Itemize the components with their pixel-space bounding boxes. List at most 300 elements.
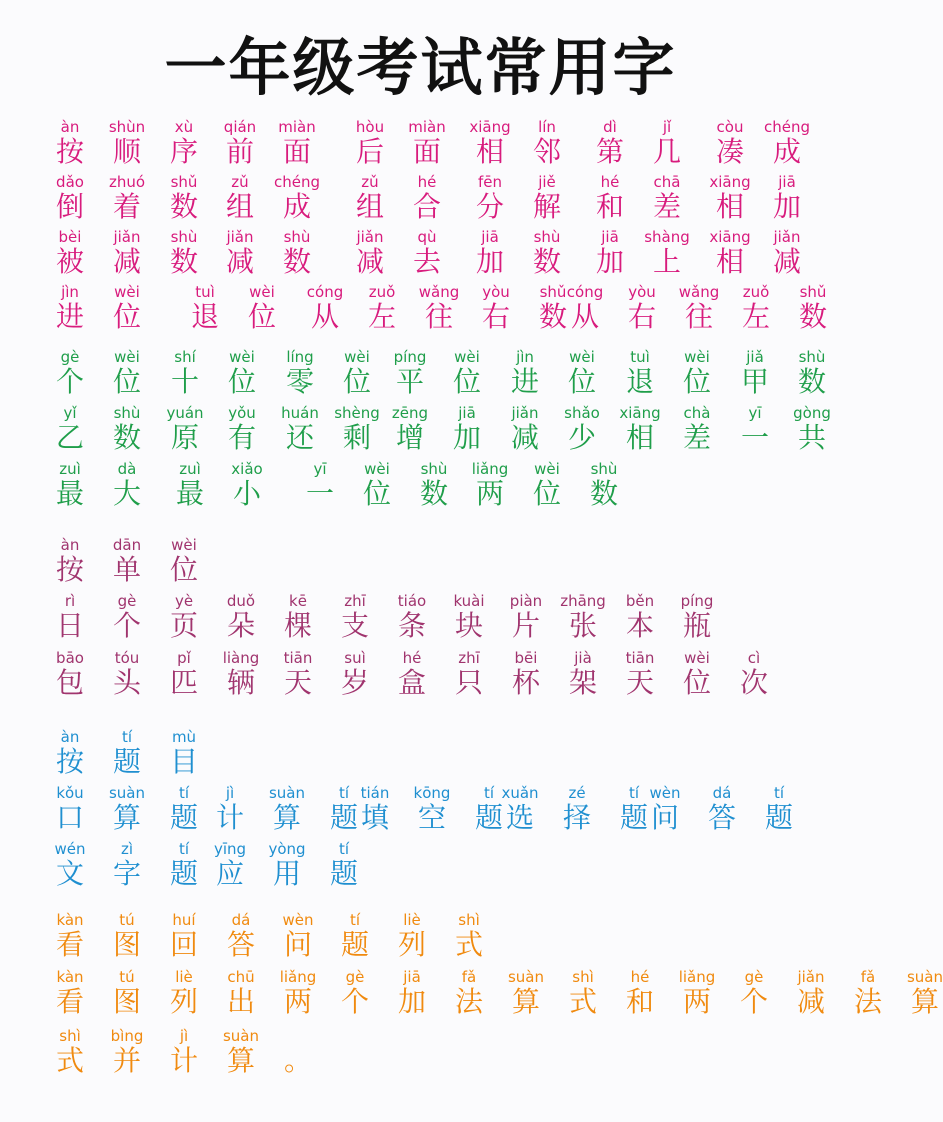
hanzi: 选 — [505, 801, 535, 834]
hanzi: 有 — [227, 421, 257, 454]
pinyin: zhī — [458, 649, 480, 667]
pinyin: huí — [172, 911, 196, 929]
pinyin: gè — [744, 968, 764, 986]
hanzi: 位 — [452, 365, 482, 398]
green-row — [0, 404, 841, 456]
pinyin: shù — [590, 460, 618, 478]
pinyin: jiā — [481, 228, 499, 246]
hanzi: 包 — [55, 666, 85, 699]
pinyin: tí — [121, 728, 133, 746]
pinyin: shèng — [334, 404, 380, 422]
hanzi: 棵 — [283, 609, 313, 642]
hanzi: 序 — [169, 135, 199, 168]
pinyin: fēn — [477, 173, 503, 191]
pinyin: tú — [119, 911, 135, 929]
hanzi: 位 — [227, 365, 257, 398]
hanzi: 后 — [355, 135, 385, 168]
pinyin: yīng — [213, 840, 247, 858]
pinyin: suàn — [222, 1027, 260, 1045]
pinyin: hé — [600, 173, 620, 191]
pinyin: jiǎn — [113, 228, 141, 246]
purple-row — [0, 536, 841, 588]
hanzi: 组 — [225, 190, 255, 223]
hanzi: 数 — [797, 365, 827, 398]
hanzi: 式 — [568, 985, 598, 1018]
hanzi: 位 — [532, 477, 562, 510]
hanzi: 计 — [215, 801, 245, 834]
hanzi: 题 — [340, 928, 370, 961]
pinyin: shùn — [108, 118, 146, 136]
hanzi: 按 — [55, 135, 85, 168]
hanzi: 右 — [481, 300, 511, 333]
hanzi: 杯 — [511, 666, 541, 699]
pinyin: shù — [170, 228, 198, 246]
hanzi: 邻 — [532, 135, 562, 168]
pinyin: kōng — [413, 784, 451, 802]
pinyin: jǐ — [662, 118, 672, 136]
pinyin: hé — [402, 649, 422, 667]
hanzi: 列 — [169, 985, 199, 1018]
pinyin: qián — [223, 118, 257, 136]
pinyin: bāo — [56, 649, 84, 667]
hanzi: 少 — [567, 421, 597, 454]
pinyin: wèi — [684, 649, 710, 667]
pinyin: jiǎn — [511, 404, 539, 422]
pinyin: dǎo — [56, 173, 84, 191]
pinyin: miàn — [278, 118, 316, 136]
pinyin: liǎng — [678, 968, 716, 986]
pinyin: tiáo — [397, 592, 427, 610]
pinyin: còu — [716, 118, 744, 136]
hanzi: 一 — [305, 477, 335, 510]
pinyin: jiě — [538, 173, 556, 191]
pinyin: tí — [338, 840, 350, 858]
pinyin: zhī — [344, 592, 366, 610]
hanzi: 个 — [739, 985, 769, 1018]
hanzi: 加 — [475, 245, 505, 278]
hanzi: 并 — [112, 1044, 142, 1077]
hanzi: 算 — [910, 985, 940, 1018]
hanzi: 位 — [247, 300, 277, 333]
pinyin: kàn — [56, 911, 84, 929]
pinyin: wèi — [171, 536, 197, 554]
hanzi: 大 — [112, 477, 142, 510]
hanzi: 加 — [595, 245, 625, 278]
pinyin: yè — [174, 592, 194, 610]
pinyin: líng — [286, 348, 314, 366]
pinyin: shù — [533, 228, 561, 246]
pinyin: tí — [178, 840, 190, 858]
hanzi: 退 — [190, 300, 220, 333]
hanzi: 问 — [283, 928, 313, 961]
pinyin: cóng — [306, 283, 344, 301]
pinyin: wèn — [282, 911, 314, 929]
pinyin: kē — [289, 592, 307, 610]
hanzi: 口 — [55, 801, 85, 834]
pinyin: jiā — [458, 404, 476, 422]
hanzi: 两 — [283, 985, 313, 1018]
pink-row — [0, 228, 841, 280]
hanzi: 数 — [798, 300, 828, 333]
hanzi: 算 — [226, 1044, 256, 1077]
pinyin: wèi — [344, 348, 370, 366]
pinyin: shì — [59, 1027, 81, 1045]
pinyin: běn — [625, 592, 655, 610]
hanzi: 退 — [625, 365, 655, 398]
hanzi: 张 — [568, 609, 598, 642]
pinyin: jiǎn — [356, 228, 384, 246]
hanzi: 减 — [772, 245, 802, 278]
pinyin: dà — [117, 460, 137, 478]
pinyin: liè — [175, 968, 193, 986]
pinyin: zhāng — [560, 592, 606, 610]
hanzi: 位 — [362, 477, 392, 510]
hanzi: 面 — [412, 135, 442, 168]
hanzi: 算 — [272, 801, 302, 834]
hanzi: 数 — [538, 300, 568, 333]
pinyin: tí — [178, 784, 190, 802]
hanzi: 加 — [397, 985, 427, 1018]
pinyin: wèn — [649, 784, 681, 802]
hanzi: 位 — [169, 553, 199, 586]
hanzi: 十 — [170, 365, 200, 398]
hanzi: 着 — [112, 190, 142, 223]
hanzi: 日 — [55, 609, 85, 642]
pinyin: tú — [119, 968, 135, 986]
pinyin: shù — [798, 348, 826, 366]
pinyin: suì — [344, 649, 366, 667]
pinyin: shù — [420, 460, 448, 478]
page-title: 一年级考试常用字 — [164, 31, 677, 104]
hanzi: 个 — [112, 609, 142, 642]
hanzi: 答 — [707, 801, 737, 834]
hanzi: 减 — [510, 421, 540, 454]
pinyin: suàn — [906, 968, 943, 986]
hanzi: 小 — [232, 477, 262, 510]
hanzi: 减 — [225, 245, 255, 278]
hanzi: 看 — [55, 985, 85, 1018]
hanzi: 用 — [272, 857, 302, 890]
hanzi: 题 — [112, 745, 142, 778]
hanzi: 几 — [652, 135, 682, 168]
hanzi: 数 — [169, 245, 199, 278]
pinyin: zuì — [179, 460, 201, 478]
pinyin: tiān — [625, 649, 655, 667]
pinyin: tí — [483, 784, 495, 802]
hanzi: 。 — [283, 1044, 313, 1077]
hanzi: 岁 — [340, 666, 370, 699]
pinyin: hé — [630, 968, 650, 986]
pinyin: wèi — [534, 460, 560, 478]
hanzi: 式 — [454, 928, 484, 961]
pinyin: wèi — [364, 460, 390, 478]
pinyin: xiāng — [469, 118, 511, 136]
hanzi: 左 — [367, 300, 397, 333]
hanzi: 答 — [226, 928, 256, 961]
hanzi: 数 — [589, 477, 619, 510]
hanzi: 按 — [55, 553, 85, 586]
pinyin: wèi — [229, 348, 255, 366]
hanzi: 题 — [619, 801, 649, 834]
pinyin: cì — [747, 649, 761, 667]
hanzi: 差 — [652, 190, 682, 223]
pinyin: duǒ — [226, 592, 256, 610]
pinyin: tuì — [630, 348, 650, 366]
pinyin: zhuó — [108, 173, 146, 191]
pinyin: wèi — [684, 348, 710, 366]
hanzi: 题 — [169, 857, 199, 890]
hanzi: 列 — [397, 928, 427, 961]
hanzi: 个 — [340, 985, 370, 1018]
hanzi: 减 — [112, 245, 142, 278]
orange-row — [0, 968, 943, 1020]
hanzi: 本 — [625, 609, 655, 642]
hanzi: 位 — [112, 365, 142, 398]
pinyin: liè — [403, 911, 421, 929]
pinyin: yǐ — [63, 404, 77, 422]
pinyin: hòu — [355, 118, 385, 136]
pinyin: xiāng — [619, 404, 661, 422]
pinyin: tuì — [195, 283, 215, 301]
hanzi: 最 — [55, 477, 85, 510]
pinyin: jiǎn — [797, 968, 825, 986]
pinyin: jiā — [778, 173, 796, 191]
pinyin: kuài — [453, 592, 485, 610]
hanzi: 位 — [342, 365, 372, 398]
pinyin: zuǒ — [742, 283, 770, 301]
pinyin: wèi — [454, 348, 480, 366]
pinyin: jì — [179, 1027, 189, 1045]
hanzi: 甲 — [740, 365, 770, 398]
hanzi: 加 — [452, 421, 482, 454]
hanzi: 加 — [772, 190, 802, 223]
hanzi: 题 — [764, 801, 794, 834]
pinyin: lín — [538, 118, 556, 136]
hanzi: 图 — [112, 985, 142, 1018]
hanzi: 头 — [112, 666, 142, 699]
hanzi: 成 — [282, 190, 312, 223]
pinyin: suàn — [108, 784, 146, 802]
pinyin: xiǎo — [231, 460, 263, 478]
hanzi: 字 — [112, 857, 142, 890]
hanzi: 式 — [55, 1044, 85, 1077]
hanzi: 面 — [282, 135, 312, 168]
hanzi: 数 — [112, 421, 142, 454]
pinyin: zǔ — [231, 173, 249, 191]
hanzi: 法 — [853, 985, 883, 1018]
pinyin: dì — [603, 118, 617, 136]
hanzi: 单 — [112, 553, 142, 586]
pinyin: suàn — [268, 784, 306, 802]
pinyin: yī — [748, 404, 762, 422]
hanzi: 第 — [595, 135, 625, 168]
pinyin: wǎng — [678, 283, 720, 301]
hanzi: 空 — [417, 801, 447, 834]
hanzi: 块 — [454, 609, 484, 642]
pinyin: rì — [64, 592, 76, 610]
hanzi: 最 — [175, 477, 205, 510]
pinyin: bēi — [514, 649, 538, 667]
hanzi: 前 — [225, 135, 255, 168]
hanzi: 计 — [169, 1044, 199, 1077]
pinyin: shù — [283, 228, 311, 246]
pinyin: dān — [112, 536, 142, 554]
hanzi: 两 — [475, 477, 505, 510]
purple-row — [0, 592, 841, 644]
blue-row — [0, 840, 841, 892]
pinyin: chéng — [763, 118, 811, 136]
hanzi: 数 — [532, 245, 562, 278]
pinyin: wèi — [569, 348, 595, 366]
pinyin: jiǎn — [226, 228, 254, 246]
green-row — [0, 348, 841, 400]
pinyin: wèi — [114, 348, 140, 366]
pinyin: huán — [281, 404, 319, 422]
pinyin: liàng — [222, 649, 260, 667]
pinyin: shǔ — [799, 283, 827, 301]
pinyin: gè — [60, 348, 80, 366]
pinyin: chà — [683, 404, 711, 422]
hanzi: 差 — [682, 421, 712, 454]
pinyin: chéng — [273, 173, 321, 191]
pinyin: wén — [54, 840, 86, 858]
pinyin: jìn — [516, 348, 534, 366]
hanzi: 图 — [112, 928, 142, 961]
hanzi: 右 — [627, 300, 657, 333]
pinyin: tiān — [283, 649, 313, 667]
pinyin: kàn — [56, 968, 84, 986]
hanzi: 组 — [355, 190, 385, 223]
pinyin: xiāng — [709, 228, 751, 246]
pinyin: yòu — [628, 283, 656, 301]
hanzi: 看 — [55, 928, 85, 961]
hanzi: 架 — [568, 666, 598, 699]
pinyin: shì — [572, 968, 594, 986]
pinyin: shǎo — [564, 404, 600, 422]
hanzi: 位 — [682, 365, 712, 398]
pinyin: mù — [171, 728, 197, 746]
hanzi: 零 — [285, 365, 315, 398]
pinyin: àn — [60, 728, 80, 746]
pinyin: shǔ — [170, 173, 198, 191]
pinyin: bìng — [110, 1027, 144, 1045]
hanzi: 条 — [397, 609, 427, 642]
hanzi: 一 — [740, 421, 770, 454]
pinyin: fǎ — [461, 968, 477, 986]
hanzi: 天 — [625, 666, 655, 699]
hanzi: 回 — [169, 928, 199, 961]
hanzi: 倒 — [55, 190, 85, 223]
hanzi: 相 — [475, 135, 505, 168]
hanzi: 平 — [395, 365, 425, 398]
pinyin: dá — [231, 911, 251, 929]
hanzi: 题 — [329, 801, 359, 834]
pinyin: jiā — [403, 968, 421, 986]
hanzi: 个 — [55, 365, 85, 398]
hanzi: 片 — [511, 609, 541, 642]
pinyin: tí — [628, 784, 640, 802]
hanzi: 位 — [567, 365, 597, 398]
hanzi: 文 — [55, 857, 85, 890]
pinyin: zuǒ — [368, 283, 396, 301]
pinyin: cóng — [566, 283, 604, 301]
pinyin: shù — [113, 404, 141, 422]
orange-row — [0, 1027, 841, 1079]
hanzi: 目 — [169, 745, 199, 778]
hanzi: 法 — [454, 985, 484, 1018]
hanzi: 算 — [112, 801, 142, 834]
pinyin: tóu — [114, 649, 140, 667]
hanzi: 进 — [55, 300, 85, 333]
pinyin: jiǎn — [773, 228, 801, 246]
hanzi: 左 — [741, 300, 771, 333]
hanzi: 择 — [562, 801, 592, 834]
pinyin: jìn — [61, 283, 79, 301]
hanzi: 只 — [454, 666, 484, 699]
hanzi: 成 — [772, 135, 802, 168]
hanzi: 解 — [532, 190, 562, 223]
pinyin: yòu — [482, 283, 510, 301]
pinyin: shàng — [644, 228, 690, 246]
hanzi: 共 — [797, 421, 827, 454]
hanzi: 天 — [283, 666, 313, 699]
hanzi: 位 — [682, 666, 712, 699]
pinyin: yī — [313, 460, 327, 478]
pinyin: piàn — [509, 592, 543, 610]
hanzi: 数 — [282, 245, 312, 278]
hanzi: 凑 — [715, 135, 745, 168]
pinyin: dá — [712, 784, 732, 802]
pinyin: shǔ — [539, 283, 567, 301]
pinyin: zuì — [59, 460, 81, 478]
pinyin: bèi — [58, 228, 82, 246]
hanzi: 进 — [510, 365, 540, 398]
hanzi: 辆 — [226, 666, 256, 699]
pinyin: jiǎ — [746, 348, 764, 366]
pinyin: yǒu — [228, 404, 256, 422]
pinyin: xù — [174, 118, 194, 136]
hanzi: 出 — [226, 985, 256, 1018]
pinyin: gè — [345, 968, 365, 986]
hanzi: 填 — [360, 801, 390, 834]
pinyin: àn — [60, 118, 80, 136]
hanzi: 顺 — [112, 135, 142, 168]
hanzi: 算 — [511, 985, 541, 1018]
pinyin: tián — [360, 784, 390, 802]
pinyin: liǎng — [471, 460, 509, 478]
pinyin: jiā — [601, 228, 619, 246]
hanzi: 和 — [625, 985, 655, 1018]
pinyin: wèi — [249, 283, 275, 301]
pinyin: wǎng — [418, 283, 460, 301]
hanzi: 支 — [340, 609, 370, 642]
hanzi: 和 — [595, 190, 625, 223]
pinyin: jià — [574, 649, 592, 667]
pinyin: yòng — [268, 840, 306, 858]
pinyin: kǒu — [56, 784, 84, 802]
hanzi: 上 — [652, 245, 682, 278]
hanzi: 相 — [715, 245, 745, 278]
hanzi: 两 — [682, 985, 712, 1018]
pinyin: gòng — [793, 404, 831, 422]
pinyin: yuán — [166, 404, 204, 422]
pinyin: miàn — [408, 118, 446, 136]
pinyin: zēng — [391, 404, 429, 422]
pink-row — [0, 283, 841, 335]
hanzi: 数 — [169, 190, 199, 223]
pink-row — [0, 173, 841, 225]
hanzi: 增 — [395, 421, 425, 454]
